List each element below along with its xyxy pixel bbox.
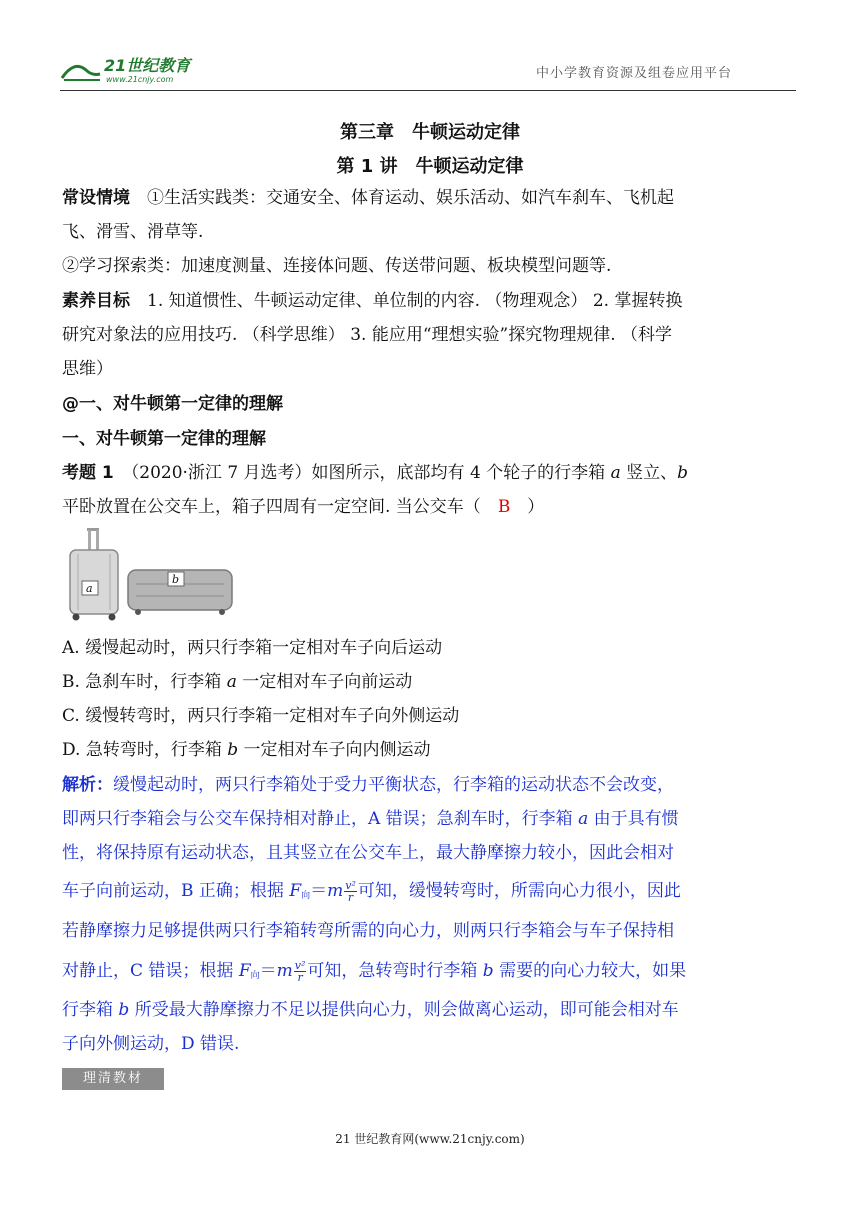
formula-denominator: r	[347, 891, 354, 904]
formula-numerator: v²	[294, 959, 306, 972]
label-b: b	[172, 573, 180, 586]
luggage-figure	[64, 526, 234, 622]
formula-equals: ＝	[310, 881, 328, 901]
analysis-text: 对静止，C 错误；根据	[62, 961, 239, 981]
var-a: a	[578, 809, 589, 829]
option-c: C. 缓慢转弯时，两只行李箱一定相对车子向外侧运动	[62, 706, 460, 726]
analysis-line-7	[62, 993, 798, 1027]
section-heading: 一、对牛顿第一定律的理解	[62, 429, 266, 449]
logo-url: www.21cnjy.com	[106, 75, 174, 84]
analysis-text: 所受最大静摩擦力不足以提供向心力，则会做离心运动，即可能会相对车	[129, 1000, 679, 1020]
var-b: b	[677, 463, 689, 483]
question-line-2	[62, 490, 798, 524]
analysis-text: 缓慢起动时，两只行李箱处于受力平衡状态，行李箱的运动状态不会改变，	[113, 775, 674, 795]
formula-fraction	[294, 960, 307, 983]
site-logo	[60, 54, 230, 84]
section-badge: 理清教材	[62, 1068, 164, 1090]
question-text: 竖立、	[620, 463, 678, 483]
answer: B	[497, 497, 511, 517]
analysis-line-4	[62, 874, 798, 913]
option-text: 一定相对车子向内侧运动	[238, 740, 431, 760]
lecture-title: 第 1 讲 牛顿运动定律	[336, 156, 524, 177]
chapter-title: 第三章 牛顿运动定律	[340, 122, 520, 143]
situation-line-3: ②学习探索类：加速度测量、连接体问题、传送带问题、板块模型问题等.	[62, 256, 612, 276]
analysis-line-3: 性，将保持原有运动状态，且其竖立在公交车上，最大静摩擦力较小，因此会相对	[62, 843, 674, 863]
formula-f: F	[238, 961, 251, 981]
analysis-line-8: 子向外侧运动，D 错误.	[62, 1034, 240, 1054]
analysis-text: 车子向前运动，B 正确；根据	[62, 881, 290, 901]
analysis-line-1	[62, 768, 798, 802]
logo-text: 21世纪教育	[104, 56, 191, 75]
label-a: a	[86, 582, 93, 595]
analysis-label: 解析：	[62, 775, 113, 795]
formula-m: m	[327, 881, 344, 901]
formula-equals: ＝	[259, 961, 277, 981]
situation-label: 常设情境	[62, 188, 130, 208]
goals-line-1	[62, 284, 798, 318]
formula-f: F	[289, 881, 302, 901]
formula-fraction	[344, 880, 357, 903]
analysis-line-6	[62, 954, 798, 993]
option-text: 一定相对车子向前运动	[236, 672, 413, 692]
option-text: B. 急刹车时，行李箱	[62, 672, 227, 692]
analysis-text: 需要的向心力较大，如果	[493, 961, 687, 981]
analysis-line-2	[62, 802, 798, 836]
analysis-text: 即两只行李箱会与公交车保持相对静止，A 错误；急刹车时，行李箱	[62, 809, 579, 829]
section-heading-at: @一、对牛顿第一定律的理解	[62, 394, 283, 414]
analysis-text: 可知，急转弯时行李箱	[307, 961, 483, 981]
situation-text: ①生活实践类：交通安全、体育运动、娱乐活动、如汽车刹车、飞机起	[130, 188, 674, 208]
formula-numerator: v²	[345, 879, 356, 892]
analysis-line-5: 若静摩擦力足够提供两只行李箱转弯所需的向心力，则两只行李箱会与车子保持相	[62, 921, 674, 941]
question-line-1	[62, 456, 798, 490]
option-d	[62, 733, 798, 767]
var-a: a	[610, 463, 621, 483]
page-footer: 21 世纪教育网(www.21cnjy.com)	[335, 1132, 525, 1146]
var-b: b	[482, 961, 494, 981]
option-text: D. 急转弯时，行李箱	[62, 740, 228, 760]
goals-line-2: 研究对象法的应用技巧. （科学思维） 3. 能应用“理想实验”探究物理规律. （科学	[62, 325, 673, 345]
var-a: a	[226, 672, 237, 692]
analysis-text: 由于具有惯	[588, 809, 679, 829]
header-divider	[60, 90, 796, 91]
goals-text: 1. 知道惯性、牛顿运动定律、单位制的内容. （物理观念） 2. 掌握转换	[130, 291, 683, 311]
formula-subscript: 向	[301, 891, 311, 901]
analysis-text: 可知，缓慢转弯时，所需向心力很小，因此	[357, 881, 681, 901]
option-b	[62, 665, 798, 699]
var-b: b	[118, 1000, 130, 1020]
var-b: b	[227, 740, 239, 760]
goals-line-3: 思维）	[62, 359, 113, 379]
question-label: 考题 1	[62, 463, 114, 483]
analysis-text: 行李箱	[62, 1000, 119, 1020]
situation-line-1	[62, 181, 798, 215]
formula-subscript: 向	[250, 971, 260, 981]
option-a: A. 缓慢起动时，两只行李箱一定相对车子向后运动	[62, 638, 443, 658]
question-text: 平卧放置在公交车上，箱子四周有一定空间. 当公交车（	[62, 497, 498, 517]
goals-label: 素养目标	[62, 291, 130, 311]
question-text: （2020·浙江 7 月选考）如图所示，底部均有 4 个轮子的行李箱	[113, 463, 611, 483]
formula-denominator: r	[297, 971, 303, 984]
formula-m: m	[276, 961, 293, 981]
platform-name: 中小学教育资源及组卷应用平台	[536, 66, 733, 81]
question-text: ）	[510, 497, 545, 517]
situation-line-2: 飞、滑雪、滑草等.	[62, 222, 204, 242]
